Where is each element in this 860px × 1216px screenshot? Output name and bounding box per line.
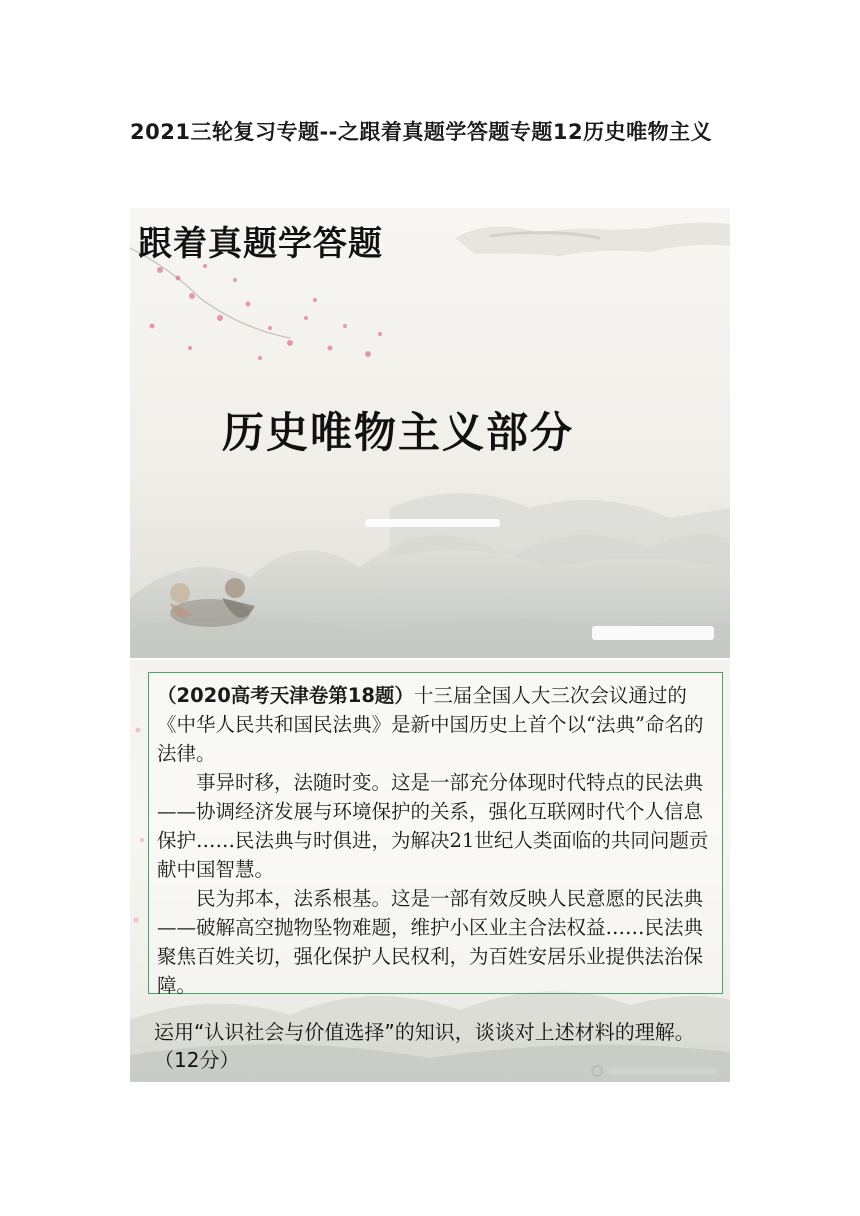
slide-cover-image [130,208,730,658]
material-box [148,672,723,997]
material-intro [157,681,714,768]
intro-text: 十三届全国人大三次会议通过的《中华人民共和国民法典》是新中国历史上首个以“法典”命名的法律。 [157,684,704,765]
slide-heading: 跟着真题学答题 [138,224,383,264]
watermark-bar [592,626,714,640]
material-paragraph-2: 民为邦本，法系根基。这是一部有效反映人民意愿的民法典——破解高空抛物坠物难题，维护小区业主合法权益……民法典聚焦百姓关切，强化保护人民权利，为百姓安居乐业提供法治保障。 [157,887,704,997]
question-source: （2020高考天津卷第18题） [157,684,414,707]
question-prompt: 运用“认识社会与价值选择”的知识，谈谈对上述材料的理解。（12分） [154,1020,695,1072]
slide-question-image [130,660,730,1082]
document-title: 2021三轮复习专题--之跟着真题学答题专题12历史唯物主义 [130,120,713,144]
material-paragraph-1: 事异时移，法随时变。这是一部充分体现时代特点的民法典——协调经济发展与环境保护的关系，强化互联网时代个人信息保护……民法典与时俱进，为解决21世纪人类面临的共同问题贡献中国智慧。 [157,771,709,881]
wechat-watermark-icon [590,1064,730,1078]
watermark-bar [365,519,500,527]
slide-main-title: 历史唯物主义部分 [222,408,575,457]
